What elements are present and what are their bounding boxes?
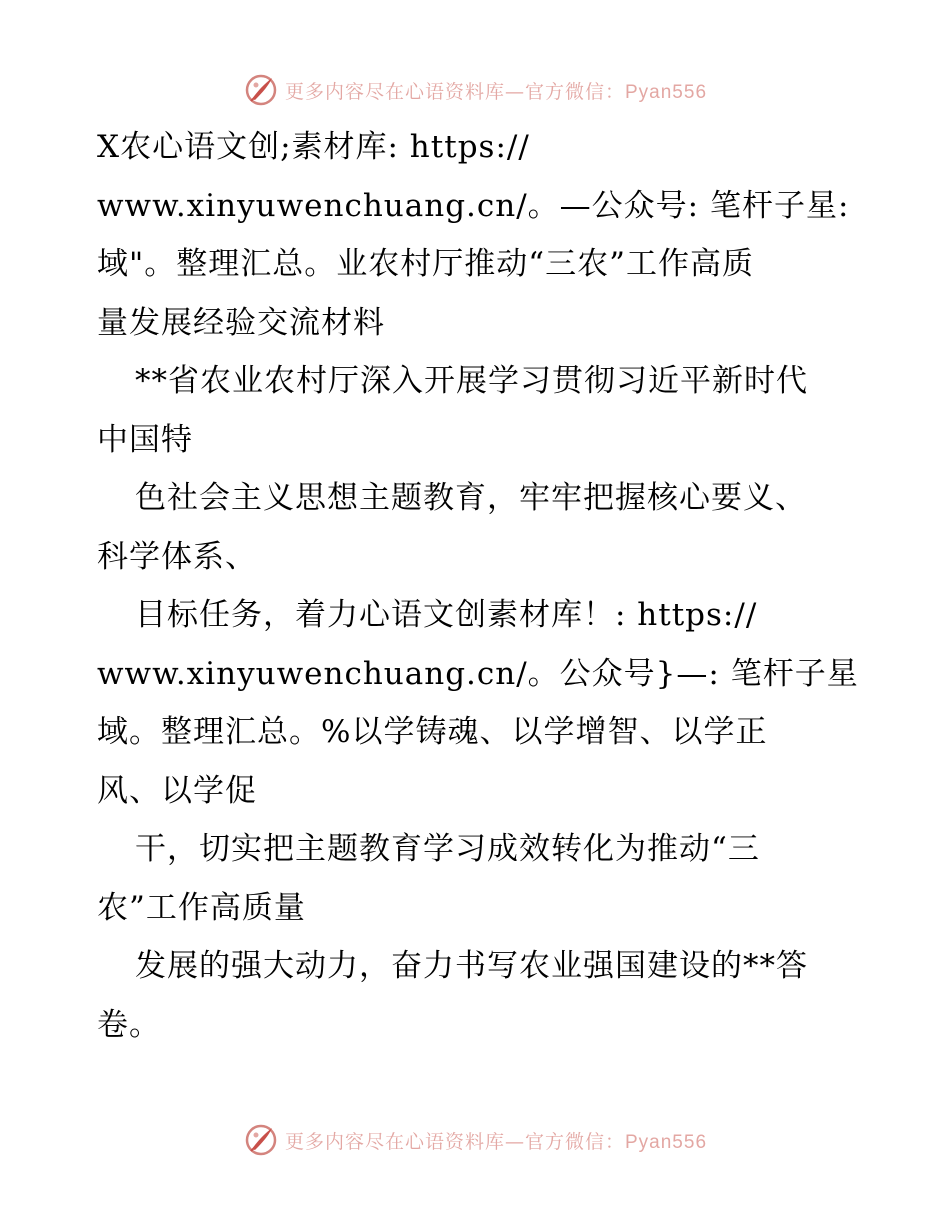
- header-wechat-id: Pyan556: [625, 81, 708, 103]
- quill-seal-icon: [243, 72, 279, 108]
- quill-seal-icon: [243, 1122, 279, 1158]
- body-line: 风、以学促: [97, 772, 257, 809]
- footer-banner-text: 更多内容尽在心语资料库—官方微信：Pyan556: [284, 1130, 708, 1153]
- body-line: 域。整理汇总。%以学铸魂、以学增智、以学正: [97, 714, 768, 750]
- body-line: 干，切实把主题教育学习成效转化为推动“三: [135, 831, 760, 867]
- header-banner: [0, 70, 950, 110]
- document-body: [97, 118, 897, 1054]
- body-line: 农”工作高质量: [97, 889, 306, 926]
- body-line: 色社会主义思想主题教育，牢牢把握核心要义、: [135, 480, 807, 516]
- body-line: 目标任务，着力心语文创素材库！: https://: [135, 597, 758, 633]
- body-line: 中国特: [97, 421, 193, 458]
- footer-banner: [0, 1120, 950, 1160]
- body-line: www.xinyuwenchuang.cn/。公众号}—: 笔杆子星: [97, 655, 859, 692]
- body-line: www.xinyuwenchuang.cn/。—公众号: 笔杆子星:: [97, 187, 850, 224]
- body-line: 科学体系、: [97, 538, 257, 575]
- body-line: X农心语文创;素材库: https://: [97, 129, 530, 165]
- body-line: 域"。整理汇总。业农村厅推动“三农”工作高质: [97, 246, 754, 282]
- body-line: **省农业农村厅深入开展学习贯彻习近平新时代: [135, 363, 808, 399]
- footer-wechat-id: Pyan556: [625, 1131, 708, 1153]
- body-line: 量发展经验交流材料: [97, 304, 385, 341]
- body-line: 卷。: [97, 1006, 161, 1043]
- body-line: 发展的强大动力，奋力书写农业强国建设的**答: [135, 948, 808, 984]
- header-banner-text: 更多内容尽在心语资料库—官方微信：Pyan556: [284, 80, 708, 103]
